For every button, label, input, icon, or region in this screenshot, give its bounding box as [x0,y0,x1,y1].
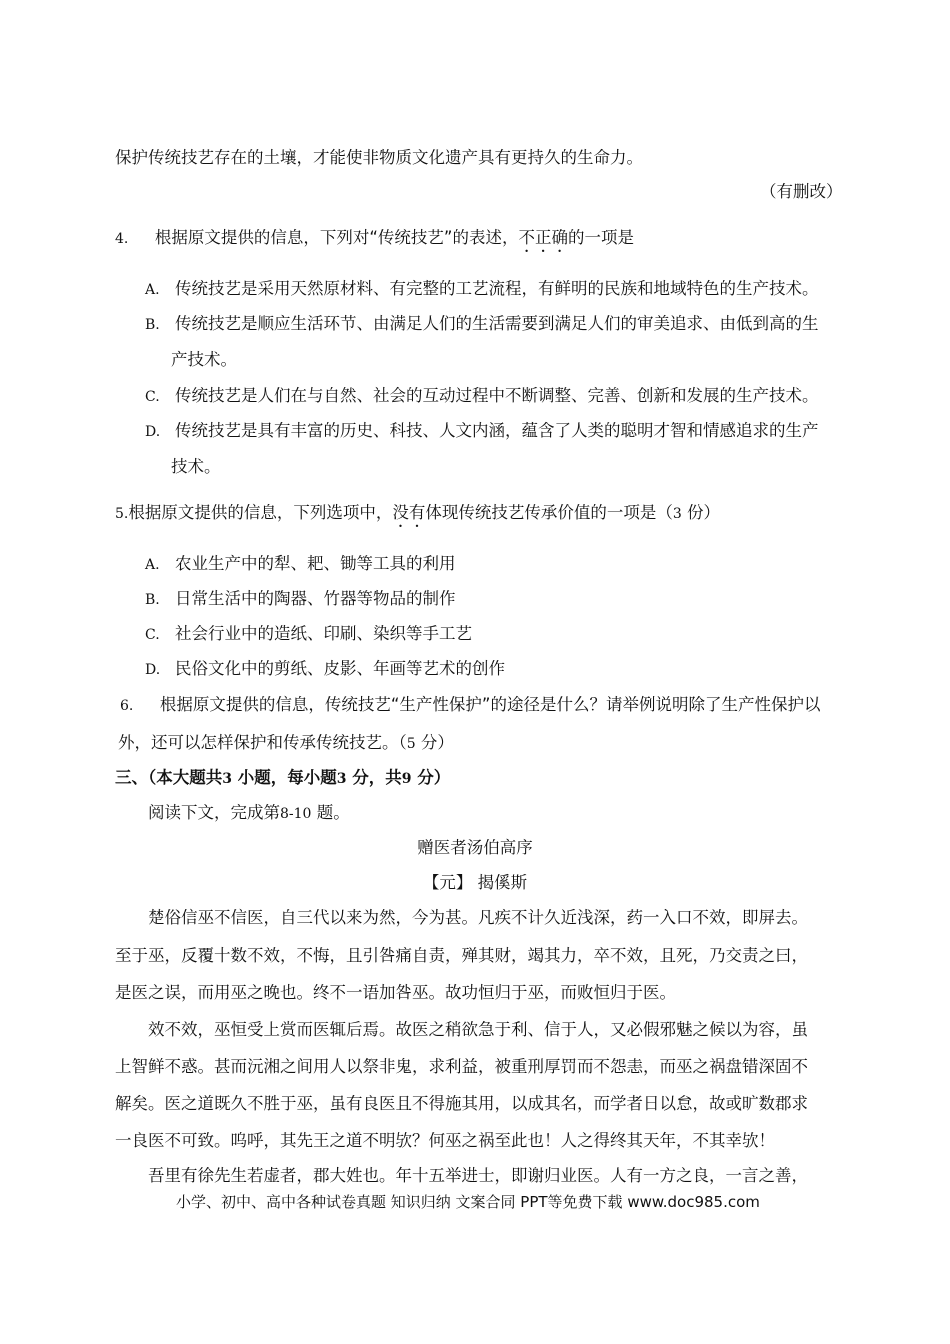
question-5-stem-after: 体现传统技艺传承价值的一项是（ [425,503,673,522]
question-6-score-unit: 分） [415,733,454,752]
option-label: A. [145,557,160,573]
question-5-score: 3 [672,506,682,522]
q4-option-d-cont: 技术。 [171,457,221,476]
section-points-total: 9 [401,771,412,787]
poem-author: 【元】 揭傒斯 [422,873,528,892]
section-points-each: 3 [336,771,347,787]
question-5-emphasis: 没有 [392,503,426,522]
question-5-score-unit: 份） [681,503,721,522]
q5-option-a [145,553,456,576]
option-text: 传统技艺是顺应生活环节、由满足人们的生活需要到满足人们的审美追求、由低到高的生 [175,314,819,333]
section-3-heading [115,767,450,790]
question-6-score: 5 [406,736,416,752]
option-label: A. [145,282,160,298]
option-text: 社会行业中的造纸、印刷、染织等手工艺 [175,624,472,643]
passage-line: 上智鲜不惑。甚而沅湘之间用人以祭非鬼，求利益，被重刑厚罚而不怨恚，而巫之祸盘错深固不 [115,1057,808,1076]
option-label: C. [145,389,160,405]
edit-note: （有删改） [760,182,843,201]
question-4-stem-before: 根据原文提供的信息，下列对“传统技艺”的表述， [154,228,519,247]
section-question-count: 3 [222,771,232,787]
instruction-text-end: 题。 [311,803,350,822]
option-text: 传统技艺是采用天然原材料、有完整的工艺流程，有鲜明的民族和地域特色的生产技术。 [175,279,819,298]
section-heading-prefix: 三、（本大题共 [115,768,223,787]
question-number: 4. [115,231,129,247]
q4-option-d [145,420,819,443]
passage-line: 一良医不可致。呜呼，其先王之道不明欤？何巫之祸至此也！人之得终其天年，不其幸欤！ [115,1131,775,1150]
option-text: 传统技艺是人们在与自然、社会的互动过程中不断调整、完善、创新和发展的生产技术。 [175,386,819,405]
question-6-text: 根据原文提供的信息，传统技艺“生产性保护”的途径是什么？请举例说明除了生产性保护以 [159,695,821,714]
section-heading-mid2: 分，共 [346,768,402,787]
passage-line: 效不效，巫恒受上赏而医辄后焉。故医之稍欲急于利、信于人，又必假邪魅之候以为容，虽 [115,1020,808,1039]
q4-option-a [145,278,819,301]
q5-option-b [145,588,456,611]
section-heading-mid: 小题，每小题 [232,768,337,787]
instruction-text: 阅读下文，完成第 [148,803,280,822]
question-5-stem-before: 根据原文提供的信息，下列选项中， [128,503,393,522]
question-4-emphasis: 不正确 [518,228,568,247]
q5-option-d [145,658,505,681]
question-5-stem [115,502,720,531]
question-number: 5. [115,506,129,522]
option-label: B. [145,317,160,333]
question-6-line-1 [120,694,820,717]
option-text: 民俗文化中的剪纸、皮影、年画等艺术的创作 [175,659,505,678]
option-text: 传统技艺是具有丰富的历史、科技、人文内涵，蕴含了人类的聪明才智和情感追求的生产 [175,421,819,440]
q4-option-c [145,385,819,408]
option-label: D. [145,662,161,678]
q4-option-b-cont: 产技术。 [171,350,237,369]
option-text: 农业生产中的犁、耙、锄等工具的利用 [175,554,456,573]
option-label: D. [145,424,161,440]
question-6-line-2 [118,732,454,755]
footer-text: 小学、初中、高中各种试卷真题 知识归纳 文案合同 PPT等免费下载 www.doc985.com [176,1193,760,1211]
option-text: 日常生活中的陶器、竹器等物品的制作 [175,589,456,608]
reading-instruction [148,802,350,825]
instruction-range: 8-10 [280,806,312,822]
option-label: B. [145,592,160,608]
passage-line: 吾里有徐先生若虚者，郡大姓也。年十五举进士，即谢归业医。人有一方之良，一言之善， [115,1166,808,1185]
q5-option-c [145,623,472,646]
poem-title: 赠医者汤伯高序 [417,838,533,857]
q4-option-b [145,313,819,336]
passage-line: 是医之误，而用巫之晚也。终不一语加咎巫。故功恒归于巫，而败恒归于医。 [115,983,676,1002]
passage-end-text: 保护传统技艺存在的土壤，才能使非物质文化遗产具有更持久的生命力。 [115,148,643,167]
question-6-text-cont: 外，还可以怎样保护和传承传统技艺。（ [118,733,407,752]
passage-line: 楚俗信巫不信医，自三代以来为然，今为甚。凡疾不计久近浅深，药一入口不效，即屏去。 [115,908,808,927]
passage-line: 至于巫，反覆十数不效，不悔，且引咎痛自责，殚其财，竭其力，卒不效，且死，乃交责之曰， [115,946,808,965]
question-number: 6. [120,698,134,714]
question-4-stem-after: 的一项是 [567,228,634,247]
option-label: C. [145,627,160,643]
section-heading-suffix: 分） [411,768,451,787]
question-4-stem [115,227,634,256]
passage-line: 解矣。医之道既久不胜于巫，虽有良医且不得施其用，以成其名，而学者日以怠，故或旷数郡求 [115,1094,808,1113]
